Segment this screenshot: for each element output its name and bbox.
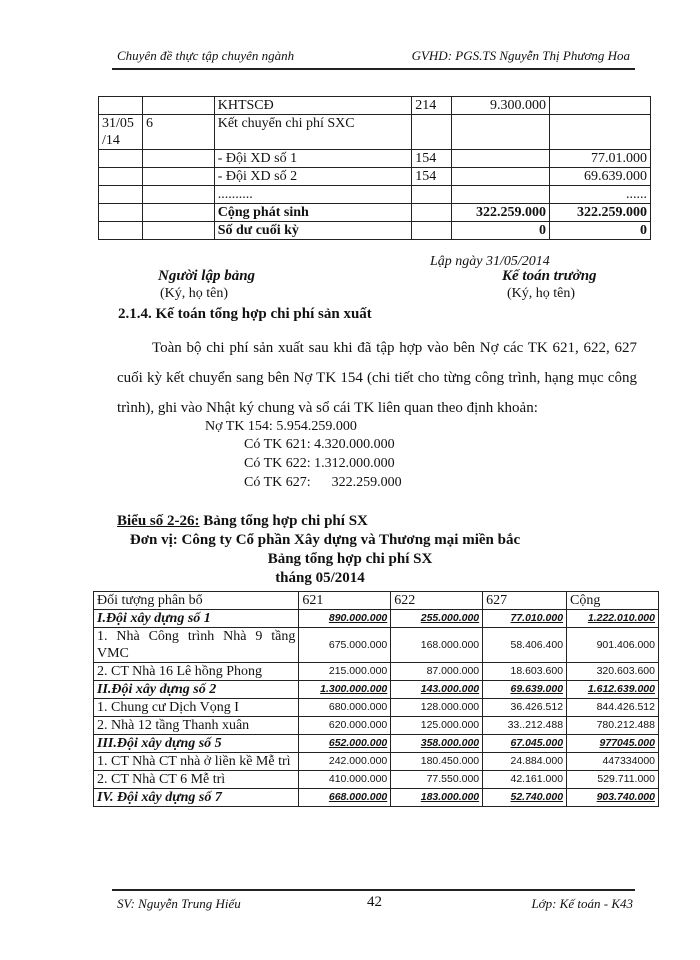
cost-622: 358.000.000 xyxy=(391,735,483,753)
row-label: II.Đội xây dựng số 2 xyxy=(94,681,299,699)
form-label xyxy=(117,513,368,530)
cost-627: 18.603.600 xyxy=(483,663,567,681)
cost-627: 58.406.400 xyxy=(483,628,567,663)
project-row xyxy=(94,699,659,717)
header-cell: 627 xyxy=(483,592,567,610)
ledger-description: Số dư cuối kỳ xyxy=(214,222,411,240)
cost-622: 255.000.000 xyxy=(391,610,483,628)
form-label-number: Biểu số 2-26: xyxy=(117,513,200,529)
cost-total: 1.222.010.000 xyxy=(567,610,659,628)
cost-621: 675.000.000 xyxy=(299,628,391,663)
row-label: 1. Nhà Công trình Nhà 9 tầng VMC xyxy=(94,628,299,663)
cost-total: 844.426.512 xyxy=(567,699,659,717)
ledger-credit xyxy=(550,115,651,150)
ledger-description: Cộng phát sinh xyxy=(214,204,411,222)
preparer-title: Người lập bảng xyxy=(158,268,256,284)
cost-621: 668.000.000 xyxy=(299,789,391,807)
ledger-account xyxy=(412,115,452,150)
group-row xyxy=(94,610,659,628)
cost-total: 903.740.000 xyxy=(567,789,659,807)
ledger-description: - Đội XD số 1 xyxy=(214,150,411,168)
preparer-note: (Ký, họ tên) xyxy=(160,286,229,301)
ledger-table xyxy=(98,96,651,240)
cost-627: 24.884.000 xyxy=(483,753,567,771)
cost-627: 77.010.000 xyxy=(483,610,567,628)
cost-total: 977045.000 xyxy=(567,735,659,753)
cost-total: 529.711.000 xyxy=(567,771,659,789)
row-label: 2. Nhà 12 tầng Thanh xuân xyxy=(94,717,299,735)
row-label: IV. Đội xây dựng số 7 xyxy=(94,789,299,807)
cost-622: 183.000.000 xyxy=(391,789,483,807)
footer-class: Lớp: Kế toán - K43 xyxy=(531,896,633,911)
table-period: tháng 05/2014 xyxy=(275,570,365,586)
ledger-account xyxy=(412,204,452,222)
ledger-account: 154 xyxy=(412,150,452,168)
cost-622: 125.000.000 xyxy=(391,717,483,735)
row-label: 1. CT Nhà CT nhà ở liền kề Mễ trì xyxy=(94,753,299,771)
group-row xyxy=(94,789,659,807)
cost-627: 52.740.000 xyxy=(483,789,567,807)
ledger-description: - Đội XD số 2 xyxy=(214,168,411,186)
ledger-date xyxy=(99,222,143,240)
cost-622: 143.000.000 xyxy=(391,681,483,699)
ledger-debit: 322.259.000 xyxy=(452,204,550,222)
cost-622: 128.000.000 xyxy=(391,699,483,717)
ledger-description: .......... xyxy=(214,186,411,204)
cost-total: 901.406.000 xyxy=(567,628,659,663)
header-right: GVHD: PGS.TS Nguyễn Thị Phương Hoa xyxy=(411,48,630,63)
ledger-date xyxy=(99,204,143,222)
footer-student: SV: Nguyễn Trung Hiếu xyxy=(117,896,241,911)
ledger-account: 154 xyxy=(412,168,452,186)
ledger-description: Kết chuyển chi phí SXC xyxy=(214,115,411,150)
cost-627: 69.639.000 xyxy=(483,681,567,699)
row-label: 2. CT Nhà 16 Lê hồng Phong xyxy=(94,663,299,681)
page-number: 42 xyxy=(367,894,382,910)
cost-621: 890.000.000 xyxy=(299,610,391,628)
ledger-doc-no xyxy=(142,204,214,222)
cost-621: 215.000.000 xyxy=(299,663,391,681)
signature-date: Lập ngày 31/05/2014 xyxy=(430,254,550,269)
ledger-date xyxy=(99,186,143,204)
cost-621: 652.000.000 xyxy=(299,735,391,753)
row-label: 2. CT Nhà CT 6 Mễ trì xyxy=(94,771,299,789)
ledger-credit: 77.01.000 xyxy=(550,150,651,168)
ledger-row xyxy=(99,168,651,186)
project-row xyxy=(94,717,659,735)
header-divider xyxy=(112,68,635,70)
cost-627: 42.161.000 xyxy=(483,771,567,789)
ledger-row xyxy=(99,222,651,240)
header-cell: 622 xyxy=(391,592,483,610)
summary-header-row xyxy=(94,592,659,610)
chief-accountant-note: (Ký, họ tên) xyxy=(507,286,576,301)
ledger-row xyxy=(99,150,651,168)
cost-total: 780.212.488 xyxy=(567,717,659,735)
group-row xyxy=(94,681,659,699)
ledger-credit: ...... xyxy=(550,186,651,204)
cost-622: 87.000.000 xyxy=(391,663,483,681)
ledger-debit xyxy=(452,186,550,204)
form-label-text: Bảng tổng hợp chi phí SX xyxy=(199,513,368,529)
header-cell: Đối tượng phân bổ xyxy=(94,592,299,610)
ledger-credit xyxy=(550,97,651,115)
cost-total: 447334000 xyxy=(567,753,659,771)
table-title: Bảng tổng hợp chi phí SX xyxy=(267,551,433,567)
cost-summary-table xyxy=(93,591,659,807)
ledger-debit: 9.300.000 xyxy=(452,97,550,115)
cost-622: 168.000.000 xyxy=(391,628,483,663)
ledger-doc-no xyxy=(142,186,214,204)
cost-622: 180.450.000 xyxy=(391,753,483,771)
journal-entry-debit: Nợ TK 154: 5.954.259.000 xyxy=(205,419,357,434)
cost-621: 242.000.000 xyxy=(299,753,391,771)
ledger-row xyxy=(99,97,651,115)
ledger-row xyxy=(99,204,651,222)
journal-entry-credit-627: Có TK 627: 322.259.000 xyxy=(244,475,402,490)
ledger-row xyxy=(99,115,651,150)
ledger-debit xyxy=(452,150,550,168)
cost-621: 680.000.000 xyxy=(299,699,391,717)
ledger-credit: 69.639.000 xyxy=(550,168,651,186)
cost-627: 36.426.512 xyxy=(483,699,567,717)
footer-divider xyxy=(112,889,635,891)
ledger-date: 31/05 /14 xyxy=(99,115,143,150)
row-label: 1. Chung cư Dịch Vọng I xyxy=(94,699,299,717)
project-row xyxy=(94,753,659,771)
ledger-row xyxy=(99,186,651,204)
header-cell: Cộng xyxy=(567,592,659,610)
journal-entry-credit-621: Có TK 621: 4.320.000.000 xyxy=(244,437,395,452)
cost-622: 77.550.000 xyxy=(391,771,483,789)
cost-total: 1.612.639.000 xyxy=(567,681,659,699)
ledger-debit xyxy=(452,168,550,186)
ledger-doc-no: 6 xyxy=(142,115,214,150)
project-row xyxy=(94,628,659,663)
cost-621: 410.000.000 xyxy=(299,771,391,789)
cost-total: 320.603.600 xyxy=(567,663,659,681)
ledger-debit xyxy=(452,115,550,150)
row-label: I.Đội xây dựng số 1 xyxy=(94,610,299,628)
ledger-account xyxy=(412,186,452,204)
ledger-credit: 322.259.000 xyxy=(550,204,651,222)
ledger-description: KHTSCĐ xyxy=(214,97,411,115)
ledger-debit: 0 xyxy=(452,222,550,240)
chief-accountant-title: Kế toán trưởng xyxy=(502,268,597,284)
unit-title: Đơn vị: Công ty Cổ phần Xây dựng và Thương mại miền bắc xyxy=(129,532,521,548)
ledger-date xyxy=(99,168,143,186)
ledger-account: 214 xyxy=(412,97,452,115)
project-row xyxy=(94,771,659,789)
section-paragraph: Toàn bộ chi phí sản xuất sau khi đã tập hợp vào bên Nợ các TK 621, 622, 627 cuối kỳ kết chuyển sang bên Nợ TK 154 (chi tiết cho từng công trình, hạng mục công trình), ghi vào Nhật ký chung và sổ cái TK liên quan theo định khoản: xyxy=(117,340,637,416)
group-row xyxy=(94,735,659,753)
cost-627: 33..212.488 xyxy=(483,717,567,735)
ledger-account xyxy=(412,222,452,240)
row-label: III.Đội xây dựng số 5 xyxy=(94,735,299,753)
project-row xyxy=(94,663,659,681)
ledger-date xyxy=(99,97,143,115)
ledger-doc-no xyxy=(142,97,214,115)
cost-621: 1.300.000.000 xyxy=(299,681,391,699)
header-cell: 621 xyxy=(299,592,391,610)
ledger-credit: 0 xyxy=(550,222,651,240)
ledger-doc-no xyxy=(142,150,214,168)
journal-entry-credit-622: Có TK 622: 1.312.000.000 xyxy=(244,456,395,471)
ledger-date xyxy=(99,150,143,168)
ledger-doc-no xyxy=(142,222,214,240)
header-left: Chuyên đề thực tập chuyên ngành xyxy=(117,48,295,63)
section-heading: 2.1.4. Kế toán tổng hợp chi phí sản xuất xyxy=(118,306,372,322)
cost-627: 67.045.000 xyxy=(483,735,567,753)
ledger-doc-no xyxy=(142,168,214,186)
cost-621: 620.000.000 xyxy=(299,717,391,735)
